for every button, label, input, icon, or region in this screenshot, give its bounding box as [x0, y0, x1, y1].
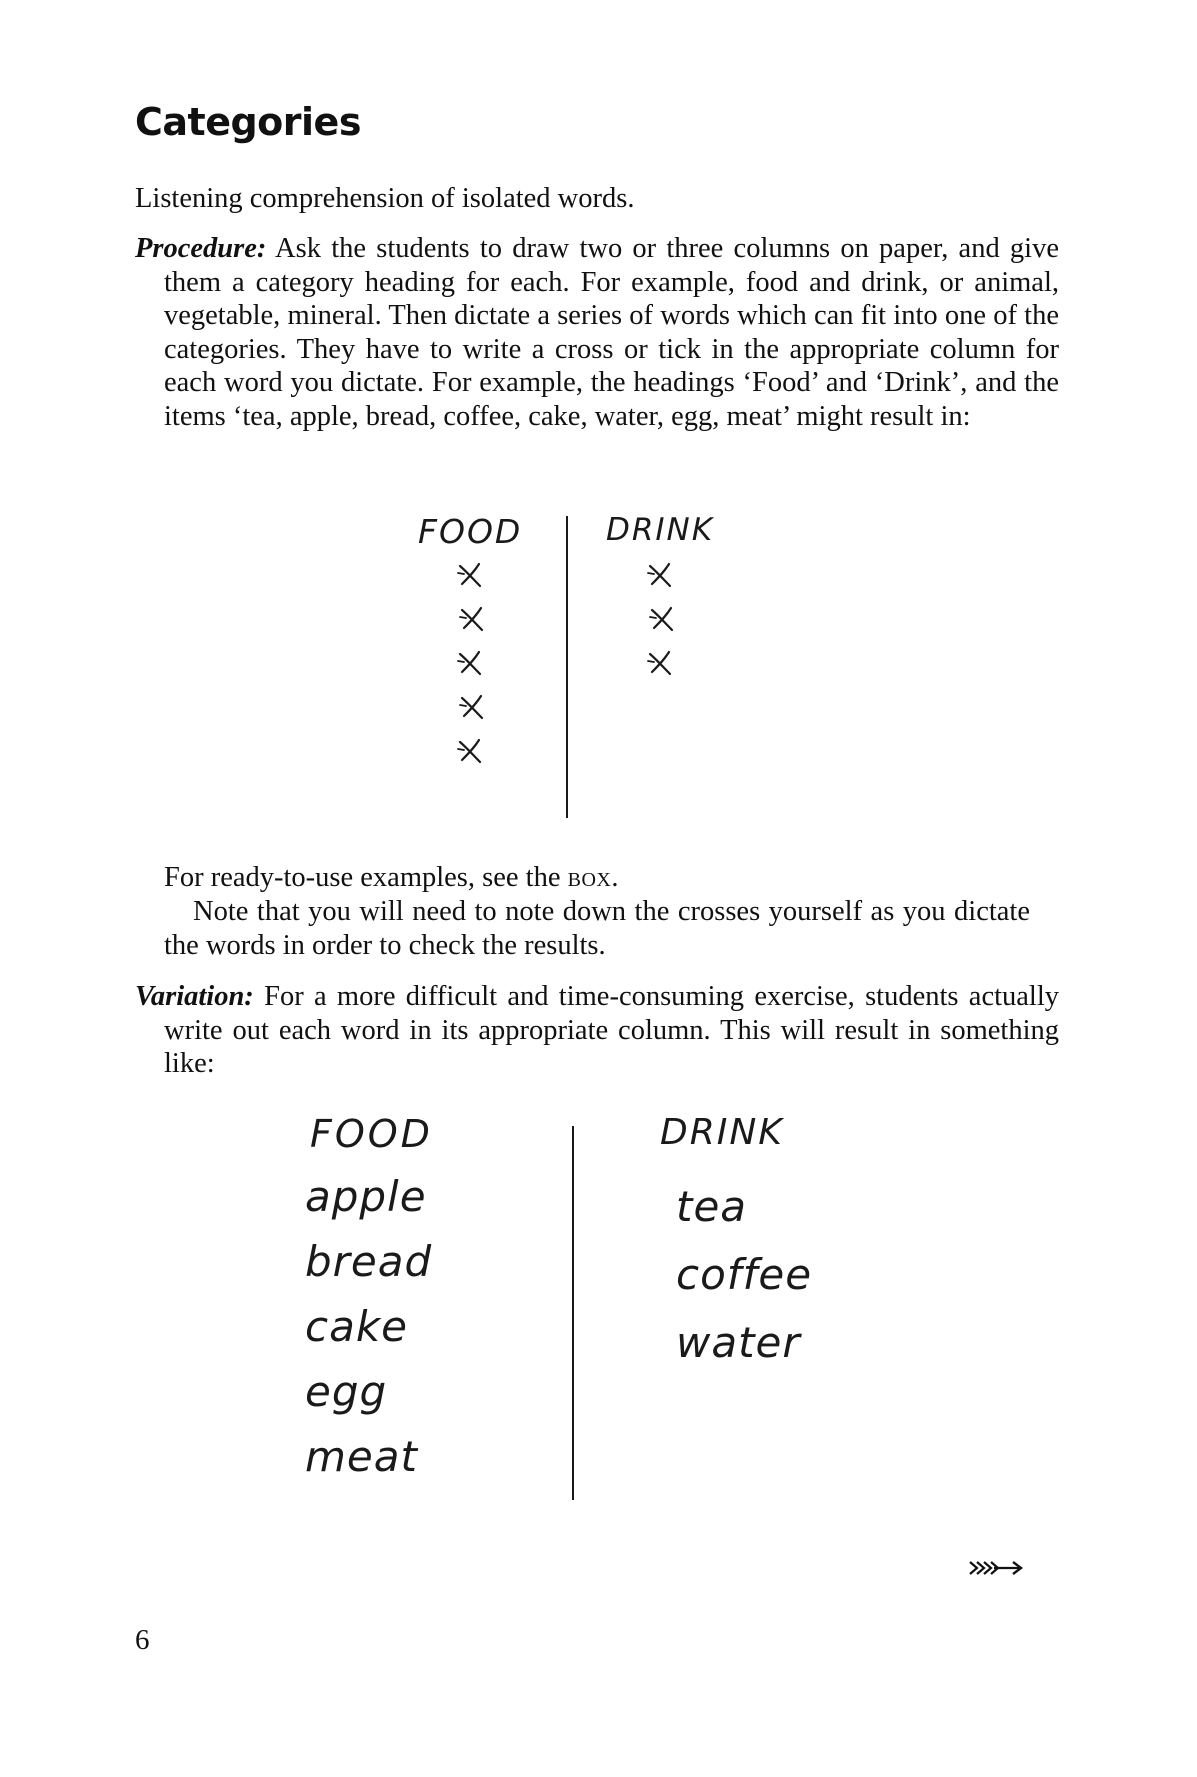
ready-to-use-end: .	[611, 862, 619, 893]
procedure-label: Procedure:	[135, 233, 267, 264]
food-cross-mark	[455, 648, 485, 678]
cross-column-divider	[566, 516, 568, 818]
word-heading-drink: DRINK	[660, 1112, 784, 1153]
drink-word: tea	[676, 1182, 748, 1231]
food-cross-mark	[455, 736, 485, 766]
food-word: egg	[305, 1367, 388, 1416]
food-word: bread	[305, 1237, 433, 1286]
drink-cross-mark	[645, 560, 675, 590]
box-reference: box	[567, 862, 612, 893]
drink-word: water	[676, 1318, 801, 1367]
variation-paragraph	[135, 980, 1059, 1081]
cross-heading-food: FOOD	[418, 512, 523, 551]
food-cross-mark	[455, 560, 485, 590]
food-word: cake	[305, 1302, 408, 1351]
drink-cross-mark	[645, 648, 675, 678]
page-number: 6	[135, 1624, 150, 1656]
food-cross-mark	[457, 604, 487, 634]
page-title: Categories	[135, 100, 361, 144]
variation-label: Variation:	[135, 981, 254, 1012]
note-paragraph: Note that you will need to note down the crosses yourself as you dictate the words in order to check the results.	[164, 896, 1030, 961]
word-column-divider	[572, 1126, 574, 1500]
food-word: apple	[305, 1172, 427, 1221]
continue-arrow-icon	[968, 1558, 1024, 1578]
ready-to-use-text: For ready-to-use examples, see the	[164, 862, 568, 893]
procedure-paragraph	[135, 232, 1059, 433]
activity-subtitle: Listening comprehension of isolated words.	[135, 183, 635, 214]
drink-word: coffee	[676, 1250, 813, 1299]
variation-text: For a more difficult and time-consuming exercise, students actually write out each word in its appropriate column. This will result in something like:	[164, 981, 1059, 1079]
cross-heading-drink: DRINK	[606, 512, 715, 548]
drink-cross-mark	[647, 604, 677, 634]
food-cross-mark	[457, 692, 487, 722]
word-heading-food: FOOD	[310, 1112, 433, 1156]
food-word: meat	[305, 1432, 418, 1481]
procedure-text: Ask the students to draw two or three columns on paper, and give them a category heading for each. For example, food and drink, or animal, vegetable, mineral. Then dictate a series of words which can fit into one of the categories. They have to write a cross or tick in the appropriate column for each word you dictate. For example, the headings ‘Food’ and ‘Drink’, and the items ‘tea, apple, bread, coffee, cake, water, egg, meat’ might result in:	[164, 233, 1059, 432]
ready-to-use-line	[164, 861, 1030, 895]
